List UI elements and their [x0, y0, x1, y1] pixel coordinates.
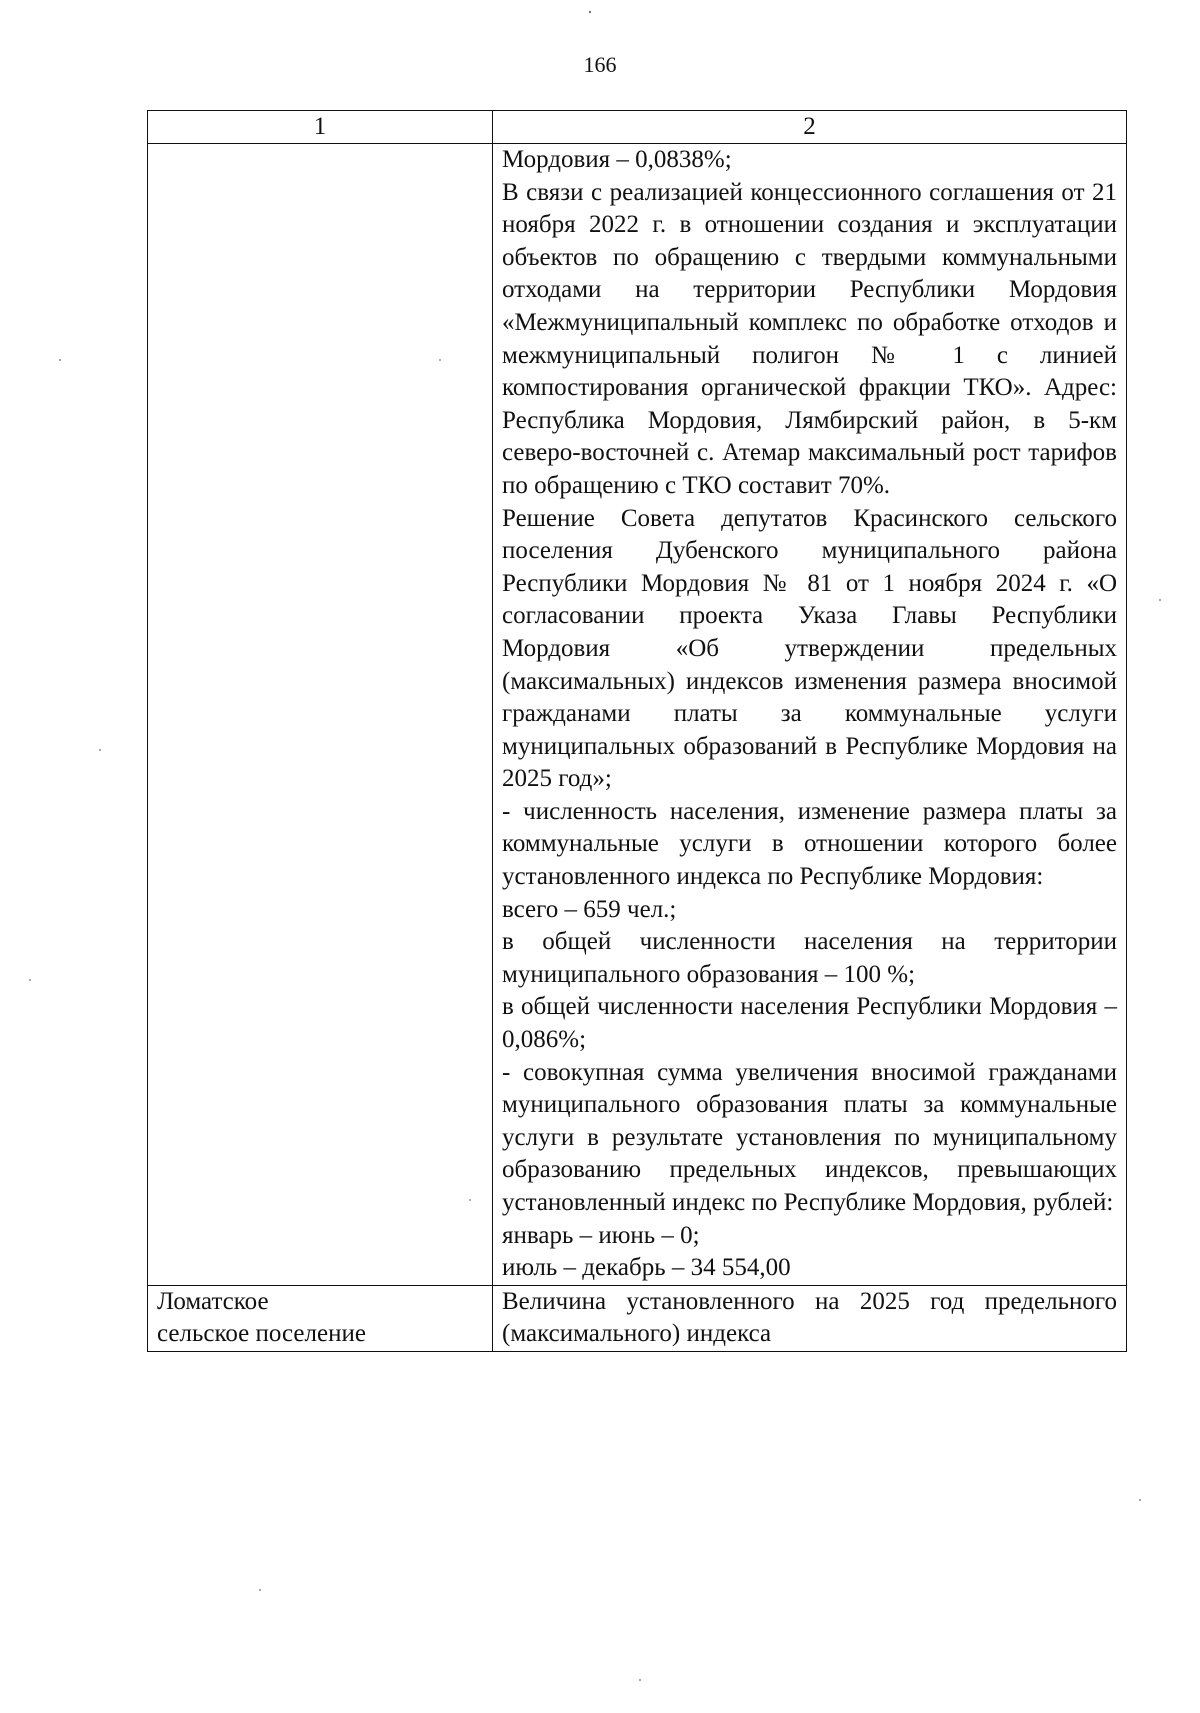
- page-number: 166: [583, 52, 617, 77]
- settlement-name-line: Ломатское: [157, 1287, 269, 1315]
- text-paragraph: в общей численности населения Республики Мордовия – 0,086%;: [502, 993, 1117, 1054]
- text-paragraph: - совокупная сумма увеличения вносимой гражданами муниципального образования платы за коммунальные услуги в результате установления по муниципальному образованию предельных индексов, превышающих установленный индекс по Республике Мордовия, рублей:: [502, 1058, 1117, 1216]
- description-cell: [493, 144, 1127, 1286]
- description-cell: [493, 1285, 1127, 1351]
- column-header-2: 2: [493, 111, 1127, 144]
- text-paragraph: Решение Совета депутатов Красинского сельского поселения Дубенского муниципального района Республики Мордовия № 81 от 1 ноября 2024 г. «О согласовании проекта Указа Главы Республики Мордовия «Об утверждении предельных (максимальных) индексов изменения размера вносимой гражданами платы за коммунальные услуги муниципальных образований в Республике Мордовия на 2025 год»;: [502, 504, 1117, 793]
- table-header-row: [148, 111, 1127, 144]
- text-paragraph: В связи с реализацией концессионного соглашения от 21 ноября 2022 г. в отношении создания и эксплуатации объектов по обращению с твердыми коммунальными отходами на территории Республики Мордовия «Межмуниципальный комплекс по обработке отходов и межмуниципальный полигон № 1 с линией компостирования органической фракции ТКО». Адрес: Республика Мордовия, Лямбирский район, в 5-км северо-восточней с. Атемар максимальный рост тарифов по обращению с ТКО составит 70%.: [502, 178, 1117, 499]
- table-row: [148, 1285, 1127, 1351]
- text-paragraph: в общей численности населения на территории муниципального образования – 100 %;: [502, 928, 1117, 988]
- text-paragraph: январь – июнь – 0;: [502, 1221, 700, 1249]
- settlement-name-cell: [148, 144, 493, 1286]
- text-paragraph: - численность населения, изменение размера платы за коммунальные услуги в отношении которого более установленного индекса по Республике Мордовия:: [502, 797, 1117, 891]
- document-table: [147, 110, 1127, 1352]
- text-paragraph: Величина установленного на 2025 год предельного (максимального) индекса: [502, 1287, 1117, 1348]
- text-paragraph: всего – 659 чел.;: [502, 895, 677, 923]
- text-paragraph: июль – декабрь – 34 554,00: [502, 1254, 791, 1282]
- settlement-name-line: сельское поселение: [157, 1320, 366, 1348]
- settlement-name-cell: [148, 1285, 493, 1351]
- table-row: [148, 144, 1127, 1286]
- column-header-1: 1: [148, 111, 493, 144]
- text-paragraph: Мордовия – 0,0838%;: [502, 146, 732, 173]
